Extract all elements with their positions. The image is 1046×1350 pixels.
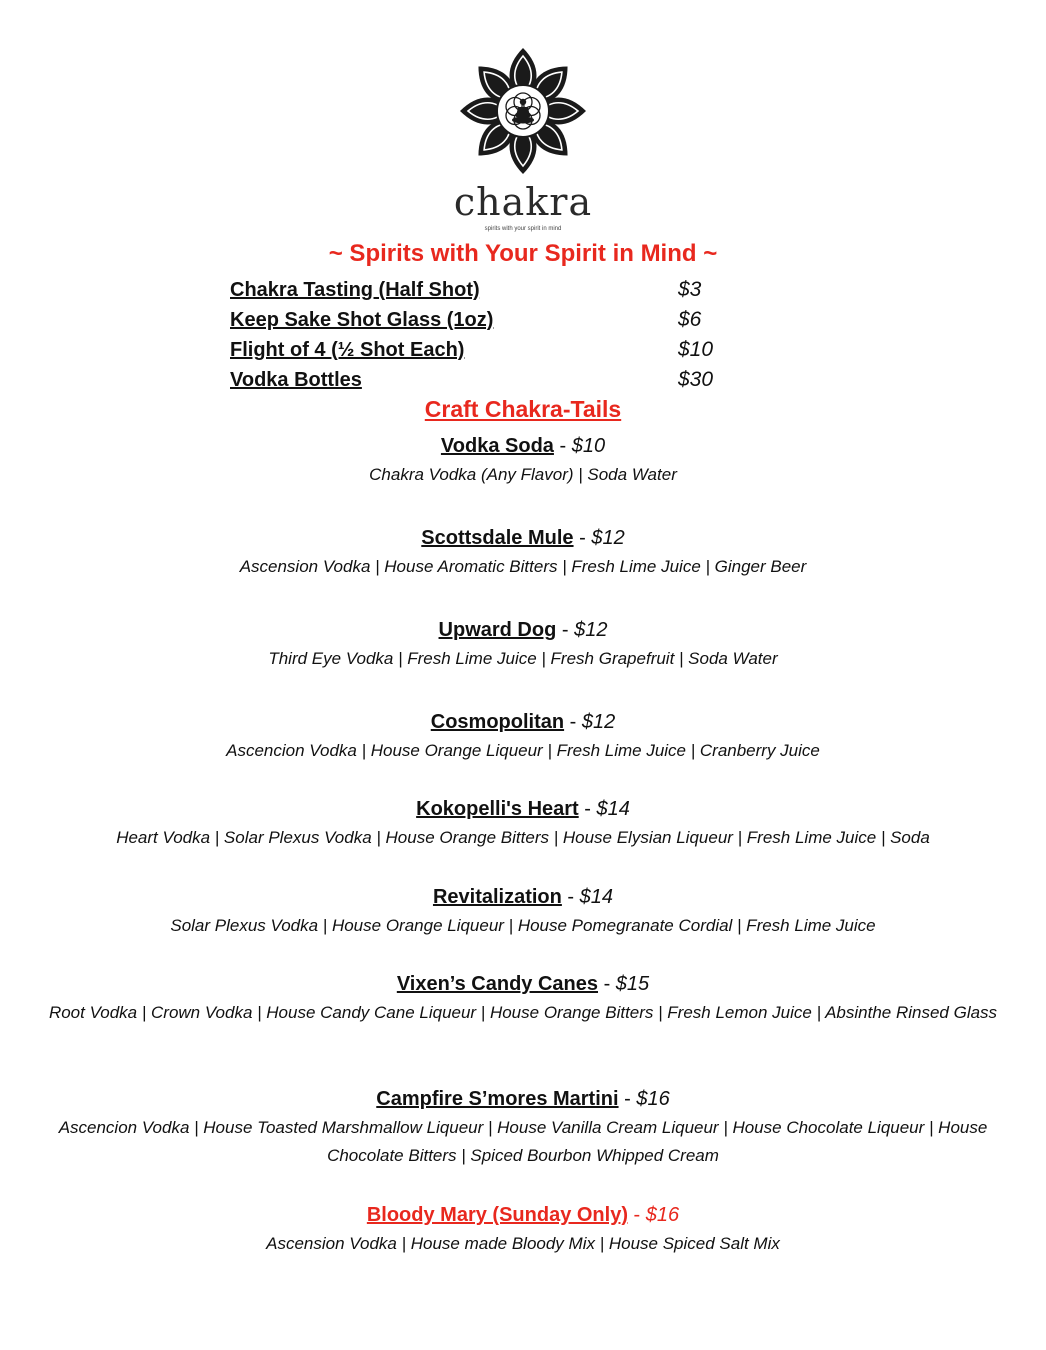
- cocktail-ingredients: Ascencion Vodka | House Toasted Marshmallow Liqueur | House Vanilla Cream Liqueur | House Chocolate Liqueur | House Chocolate Bitters | Spiced Bourbon Whipped Cream: [58, 1118, 988, 1165]
- cocktail-separator: -: [628, 1204, 646, 1226]
- cocktail-price: $14: [579, 886, 614, 908]
- cocktail-heading: [0, 1201, 1046, 1229]
- lotus-mandala-icon: [453, 46, 593, 176]
- cocktail-ingredients: Root Vodka | Crown Vodka | House Candy Cane Liqueur | House Orange Bitters | Fresh Lemon Juice | Absinthe Rinsed Glass: [48, 1003, 998, 1022]
- cocktail-item: [0, 1085, 1046, 1170]
- tasting-item: [230, 336, 730, 366]
- cocktail-separator: -: [553, 435, 572, 457]
- cocktail-ingredients: Ascension Vodka | House Aromatic Bitters | Fresh Lime Juice | Ginger Beer: [239, 557, 807, 576]
- brand-tagline: spirits with your spirit in mind: [484, 226, 562, 232]
- cocktail-heading: [0, 883, 1046, 911]
- tasting-item-price: $30: [678, 368, 714, 391]
- cocktail-separator: -: [573, 527, 592, 549]
- tasting-item-price: $3: [678, 278, 702, 301]
- cocktail-name: Upward Dog: [438, 619, 557, 641]
- cocktail-price: $14: [596, 798, 630, 820]
- tasting-item: [230, 366, 730, 396]
- tasting-item-name: Flight of 4 (½ Shot Each): [230, 339, 465, 361]
- tasting-item-price: $6: [678, 308, 702, 331]
- cocktail-heading: [0, 708, 1046, 736]
- lotus-logo: [0, 46, 1046, 176]
- cocktail-name: Kokopelli's Heart: [416, 798, 579, 820]
- cocktail-name: Cosmopolitan: [430, 711, 565, 733]
- tasting-item: [230, 306, 730, 336]
- cocktail-price: $12: [591, 527, 625, 549]
- cocktail-name: Scottsdale Mule: [421, 527, 574, 549]
- cocktail-price: $12: [581, 711, 616, 733]
- menu-headline: ~ Spirits with Your Spirit in Mind ~: [328, 240, 718, 267]
- cocktail-item: [0, 795, 1046, 852]
- cocktail-heading: [0, 616, 1046, 644]
- tasting-item-price: $10: [678, 338, 714, 361]
- cocktail-name: Vixen’s Candy Canes: [396, 973, 599, 995]
- cocktail-name: Revitalization: [432, 886, 562, 908]
- tasting-list: [230, 276, 730, 396]
- cocktail-name: Bloody Mary (Sunday Only): [366, 1204, 628, 1226]
- cocktail-separator: -: [556, 619, 575, 641]
- cocktail-price: $16: [645, 1204, 680, 1226]
- cocktail-item: [0, 524, 1046, 581]
- cocktail-separator: -: [598, 973, 616, 995]
- tasting-item-name: Vodka Bottles: [230, 369, 362, 391]
- cocktail-item: [0, 616, 1046, 673]
- cocktail-ingredients: Ascencion Vodka | House Orange Liqueur | Fresh Lime Juice | Cranberry Juice: [226, 741, 820, 760]
- cocktail-ingredients: Heart Vodka | Solar Plexus Vodka | House Orange Bitters | House Elysian Liqueur | Fresh Lime Juice | Soda: [116, 828, 930, 847]
- cocktail-separator: -: [578, 798, 597, 820]
- tasting-item-name: Keep Sake Shot Glass (1oz): [230, 309, 494, 331]
- cocktail-ingredients: Chakra Vodka (Any Flavor) | Soda Water: [369, 465, 677, 484]
- cocktail-item: [0, 432, 1046, 489]
- cocktail-heading: [0, 524, 1046, 552]
- cocktail-price: $15: [615, 973, 650, 995]
- cocktail-heading: [0, 432, 1046, 460]
- cocktail-separator: -: [564, 711, 582, 733]
- tasting-item: [230, 276, 730, 306]
- cocktail-item: [0, 883, 1046, 940]
- cocktail-heading: [0, 970, 1046, 998]
- cocktail-item-featured: [0, 1201, 1046, 1258]
- cocktail-price: $10: [571, 435, 606, 457]
- cocktail-price: $16: [636, 1088, 670, 1110]
- cocktail-separator: -: [618, 1088, 637, 1110]
- cocktail-ingredients: Solar Plexus Vodka | House Orange Liqueur | House Pomegranate Cordial | Fresh Lime Juice: [170, 916, 876, 935]
- tasting-item-name: Chakra Tasting (Half Shot): [230, 279, 480, 301]
- cocktail-item: [0, 708, 1046, 765]
- cocktail-item: [0, 970, 1046, 1027]
- cocktail-ingredients: Third Eye Vodka | Fresh Lime Juice | Fresh Grapefruit | Soda Water: [268, 649, 778, 668]
- cocktail-name: Campfire S’mores Martini: [376, 1088, 619, 1110]
- cocktail-separator: -: [561, 886, 580, 908]
- cocktail-name: Vodka Soda: [440, 435, 554, 457]
- cocktail-ingredients: Ascension Vodka | House made Bloody Mix | House Spiced Salt Mix: [266, 1234, 780, 1253]
- section-title: Craft Chakra-Tails: [424, 396, 622, 422]
- cocktail-price: $12: [574, 619, 608, 641]
- cocktail-heading: [0, 795, 1046, 823]
- cocktail-heading: [0, 1085, 1046, 1113]
- brand-wordmark: chakra: [453, 180, 593, 224]
